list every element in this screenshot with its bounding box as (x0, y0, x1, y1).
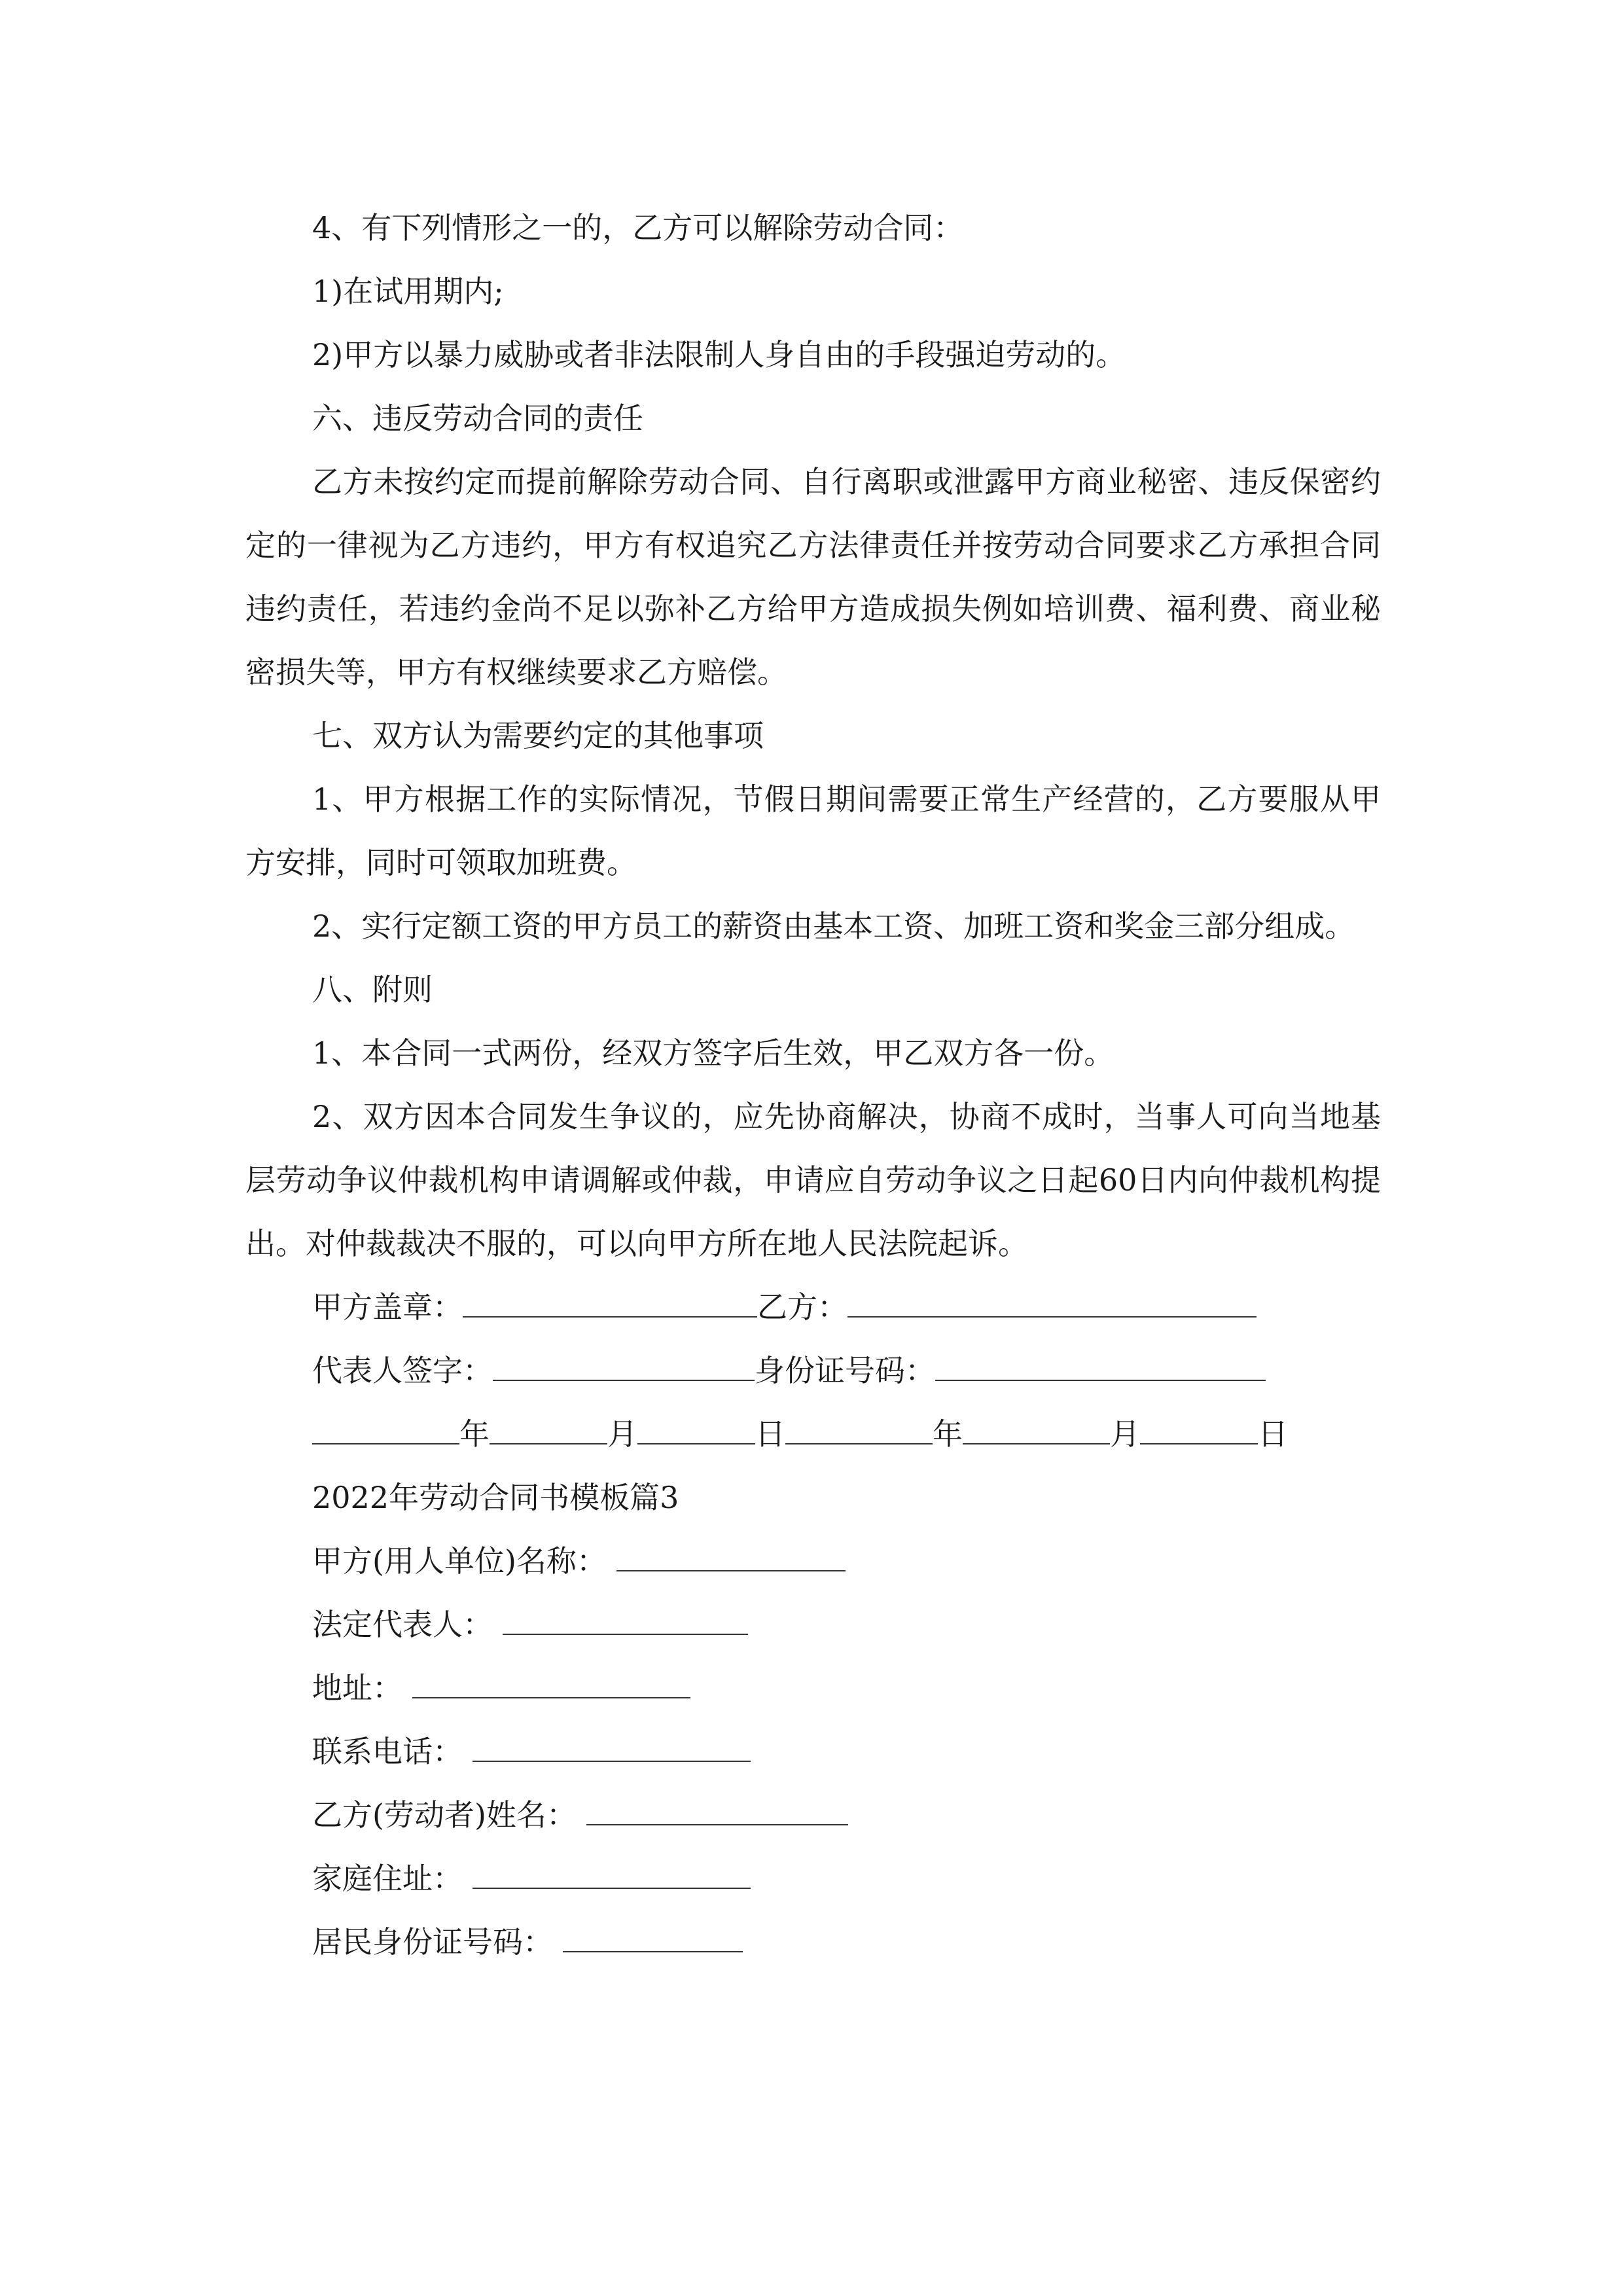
party-a-seal-label: 甲方盖章： (312, 1289, 463, 1325)
resident-id-label: 居民身份证号码： (312, 1924, 553, 1960)
phone-blank[interactable] (473, 1734, 751, 1762)
home-address-row (245, 1847, 1381, 1910)
home-address-label: 家庭住址： (312, 1861, 463, 1896)
party-a-seal-blank[interactable] (463, 1290, 757, 1318)
employer-name-blank[interactable] (616, 1544, 846, 1571)
date-month-blank-a[interactable] (490, 1417, 607, 1444)
resident-id-blank[interactable] (563, 1925, 743, 1952)
section-8-paragraph-2: 2、双方因本合同发生争议的，应先协商解决，协商不成时，当事人可向当地基层劳动争议仲裁机构申请调解或仲裁，申请应自劳动争议之日起60日内向仲裁机构提出。对仲裁裁决不服的，可以向甲方所在地人民法院起诉。 (245, 1099, 1381, 1261)
date-day-label-a: 日 (755, 1416, 785, 1452)
employer-name-row (245, 1530, 1381, 1593)
section-6-title: 六、违反劳动合同的责任 (312, 401, 643, 436)
clause-4-item-2: 2)甲方以暴力威胁或者非法限制人身自由的手段强迫劳动的。 (312, 337, 1126, 372)
address-row (245, 1657, 1381, 1720)
employer-name-label: 甲方(用人单位)名称： (312, 1543, 607, 1579)
section-7-title: 七、双方认为需要约定的其他事项 (312, 718, 764, 753)
employee-name-label: 乙方(劳动者)姓名： (312, 1797, 577, 1833)
home-address-blank[interactable] (473, 1861, 751, 1889)
employee-name-blank[interactable] (586, 1798, 848, 1825)
resident-id-row (245, 1910, 1381, 1974)
date-day-label-b: 日 (1258, 1416, 1288, 1452)
section-7-paragraph-1: 1、甲方根据工作的实际情况，节假日期间需要正常生产经营的，乙方要服从甲方安排，同时可领取加班费。 (245, 781, 1381, 880)
legal-rep-blank[interactable] (503, 1607, 748, 1635)
date-year-label-a: 年 (459, 1416, 490, 1452)
date-day-blank-a[interactable] (637, 1417, 755, 1444)
section-8-title: 八、附则 (312, 972, 433, 1007)
clause-4-heading: 4、有下列情形之一的，乙方可以解除劳动合同： (312, 210, 964, 245)
date-year-blank-a[interactable] (312, 1417, 459, 1444)
date-month-label-b: 月 (1110, 1416, 1140, 1452)
date-year-label-b: 年 (933, 1416, 963, 1452)
date-month-label-a: 月 (607, 1416, 637, 1452)
document-page (245, 196, 1381, 1974)
legal-rep-label: 法定代表人： (312, 1607, 493, 1642)
date-month-blank-b[interactable] (963, 1417, 1110, 1444)
signature-row-1 (245, 1276, 1381, 1339)
clause-4-item-1: 1)在试用期内; (312, 274, 504, 309)
party-b-blank[interactable] (847, 1290, 1257, 1318)
address-label: 地址： (312, 1670, 402, 1706)
phone-row (245, 1720, 1381, 1784)
id-number-blank[interactable] (935, 1354, 1266, 1381)
section-7-paragraph-2: 2、实行定额工资的甲方员工的薪资由基本工资、加班工资和奖金三部分组成。 (312, 908, 1355, 944)
signature-date-row (245, 1403, 1381, 1466)
representative-sign-label: 代表人签字： (312, 1353, 493, 1388)
phone-label: 联系电话： (312, 1734, 463, 1769)
template-3-title: 2022年劳动合同书模板篇3 (312, 1480, 679, 1515)
date-year-blank-b[interactable] (785, 1417, 933, 1444)
legal-rep-row (245, 1593, 1381, 1657)
address-blank[interactable] (412, 1671, 690, 1698)
representative-sign-blank[interactable] (493, 1354, 755, 1381)
signature-row-2 (245, 1339, 1381, 1403)
section-6-body: 乙方未按约定而提前解除劳动合同、自行离职或泄露甲方商业秘密、违反保密约定的一律视为乙方违约，甲方有权追究乙方法律责任并按劳动合同要求乙方承担合同违约责任，若违约金尚不足以弥补乙方给甲方造成损失例如培训费、福利费、商业秘密损失等，甲方有权继续要求乙方赔偿。 (245, 464, 1381, 690)
id-number-label: 身份证号码： (755, 1353, 935, 1388)
section-8-paragraph-1: 1、本合同一式两份，经双方签字后生效，甲乙双方各一份。 (312, 1035, 1115, 1071)
employee-name-row (245, 1784, 1381, 1847)
date-day-blank-b[interactable] (1140, 1417, 1258, 1444)
party-b-label: 乙方： (757, 1289, 847, 1325)
